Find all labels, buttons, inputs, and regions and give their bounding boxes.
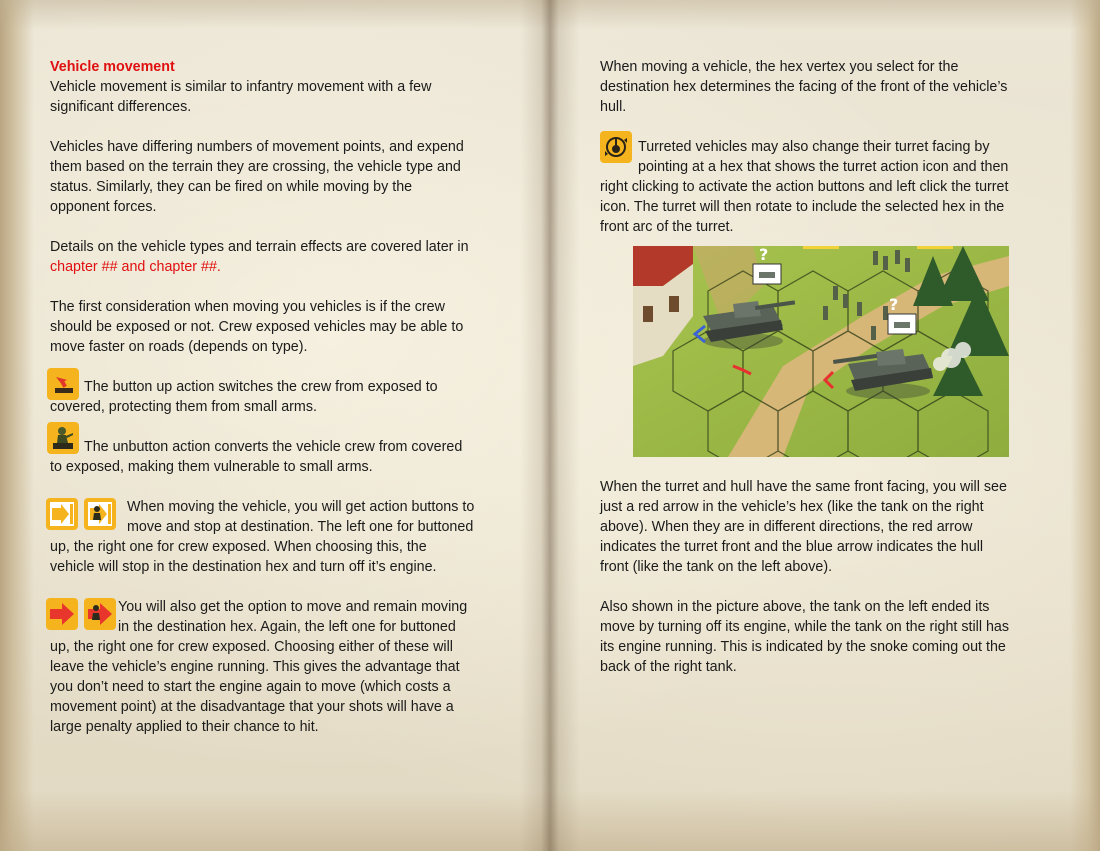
facing-arrows-paragraph: When the turret and hull have the same front facing, you will see just a red arrow in the vehicle’s hex (like the tank on the right above). When they are in different directions, the red arrow indicates the turret front and the blue arrow indicates the hull front (like the tank on the left above).: [600, 479, 1007, 575]
button-up-paragraph: The button up action switches the crew from exposed to covered, protecting them from small arms.: [50, 379, 438, 415]
turret-paragraph: Turreted vehicles may also change their turret facing by pointing at a hex that shows the turret action icon and then right clicking to activate the action buttons and left click the turret icon. The turret will then rotate to include the selected hex in the front arc of the turret.: [600, 139, 1009, 235]
unbutton-paragraph: The unbutton action converts the vehicle crew from covered to exposed, making them vulnerable to small arms.: [50, 439, 463, 475]
vehicle-movement-intro: Vehicle movement Vehicle movement is similar to infantry movement with a few significant differences.: [50, 59, 432, 115]
svg-text:?: ?: [889, 295, 899, 314]
svg-text:?: ?: [759, 246, 769, 264]
move-stop-paragraph: When moving the vehicle, you will get action buttons to move and stop at destination. The left one for buttoned up, the right one for crew exposed. When choosing this, the vehicle will stop in the destination hex and turn off it’s engine.: [50, 499, 475, 575]
movement-points-paragraph: Vehicles have differing numbers of movement points, and expend them based on the terrain they are crossing, the vehicle type and status. Similarly, they can be fired on while moving by the opponent forces.: [50, 139, 464, 215]
hex-vertex-paragraph: When moving a vehicle, the hex vertex you select for the destination hex determines the facing of the front of the vehicle’s hull.: [600, 59, 1008, 115]
section-heading: Vehicle movement: [50, 59, 175, 75]
details-paragraph: Details on the vehicle types and terrain effects are covered later in chapter ## and chapter ##.: [50, 239, 469, 275]
crew-exposed-paragraph: The first consideration when moving you vehicles is if the crew should be exposed or not. Crew exposed vehicles may be able to move faster on roads (depends on type).: [50, 299, 464, 355]
chapter-reference-link[interactable]: chapter ## and chapter ##.: [50, 259, 221, 275]
engine-smoke-paragraph: Also shown in the picture above, the tank on the left ended its move by turning off its engine, while the tank on the right still has its engine running. This is indicated by the snoke coming out the back of the right tank.: [600, 599, 1010, 675]
move-continue-paragraph: You will also get the option to move and remain moving in the destination hex. Again, the left one for buttoned up, the right one for crew exposed. Choosing either of these will leave the vehicle’s engine running. This gives the advantage that you don’t need to start the engine again to move (which costs a movement point) at the disadvantage that your shots will have a large penalty applied to their chance to hit.: [50, 599, 468, 735]
game-screenshot-image: [633, 246, 1009, 457]
